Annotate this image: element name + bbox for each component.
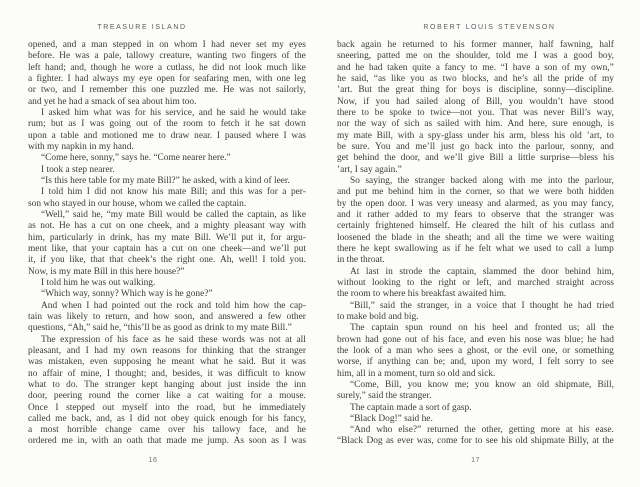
text-line: a fighter. I had always my eye open for seafaring men, with one leg — [28, 73, 306, 84]
text-line: it, if you like, that that cheek’s the right one. Ah, well! I told you. — [28, 255, 306, 266]
text-line: called me back, and, as I did not obey quick enough for his fancy, — [28, 413, 306, 424]
text-line: him, particularly in drink, has my mate Bill. We’ll put it, for argu- — [28, 232, 306, 243]
text-line: loosened the blade in the sheath; and all the time we were waiting — [337, 232, 614, 243]
text-line: to make bold and big. — [337, 311, 419, 322]
text-line: be sure. You and me’ll just go back into the parlour, sonny, and — [337, 141, 614, 152]
text-line: or two, and I remember this one puzzled me. He was not sailorly, — [28, 85, 306, 96]
text-line: “Come here, sonny,” says he. “Come nearer here.” — [41, 153, 231, 164]
text-line: questions, “Ah,” said he, “this’ll be as good as drink to my mate Bill.” — [28, 323, 292, 334]
text-line: I told him I did not know his mate Bill; and this was for a per- — [41, 187, 306, 198]
text-line: and put me behind him in the corner, so that we were both hidden — [337, 187, 614, 198]
text-line: ordered me in, with an oath that made me jump. As soon as I was — [28, 436, 306, 447]
text-line: there he kept swallowing as if he felt what we used to call a lump — [337, 243, 614, 254]
text-line: Once I stepped out myself into the road, but he immediately — [28, 402, 306, 413]
text-line: rum; but as I was going out of the room to fetch it he sat down — [28, 119, 306, 130]
text-line: Now, is my mate Bill in this here house?” — [28, 266, 185, 277]
text-line: And when I had pointed out the rock and told him how the cap- — [41, 300, 306, 311]
text-line: upon a table and motioned me to draw near. I paused where I was — [28, 130, 306, 141]
text-line: with my napkin in my hand. — [28, 141, 134, 152]
text-line: opened, and a man stepped in on whom I had never set my eyes — [28, 40, 306, 50]
text-line: a most horrible change came over his tallowy face, and he — [28, 425, 306, 436]
text-line: Now, if you had sailed along of Bill, you wouldn’t have stood — [337, 96, 614, 107]
text-line: sneering, patted me on the shoulder, told me I was a good boy, — [337, 51, 614, 62]
text-line: “Is this here table for my mate Bill?” he asked, with a kind of leer. — [41, 175, 290, 186]
page-right-text — [337, 40, 614, 448]
text-line: was mistaken, even supposing he meant what he said. But it was — [28, 357, 306, 368]
text-line: The captain made a sort of gasp. — [350, 402, 472, 413]
text-line: worse, if anything can be; and, upon my word, I felt sorry to see — [337, 357, 614, 368]
text-line: and it rather added to my fears to observe that the stranger was — [337, 209, 614, 220]
text-line: ’art. But the great thing for boys is discipline, sonny—discipline. — [337, 85, 614, 96]
paragraph — [28, 108, 306, 153]
text-line: brown had gone out of his face, and even his nose was blue; he had — [337, 334, 614, 345]
text-line: I asked him what was for his service, and he said he would take — [41, 107, 306, 118]
text-line: “Black Dog!” said he. — [350, 413, 433, 424]
running-header-right: ROBERT LOUIS STEVENSON — [423, 24, 556, 31]
text-line: no affair of mine, I thought; and, besides, it was difficult to know — [28, 368, 306, 379]
text-line: “Bill,” said the stranger, in a voice that I thought he had tried — [350, 300, 614, 311]
text-line: ’art, I say again.” — [337, 164, 402, 175]
text-line: what to do. The stranger kept hanging about just inside the inn — [28, 379, 306, 390]
paragraph — [28, 187, 306, 210]
paragraph — [337, 40, 614, 176]
text-line: get behind the door, and we’ll give Bill a little surprise—bless his — [337, 153, 614, 164]
paragraph — [28, 210, 306, 278]
text-line: son who stayed in our house, whom we called the captain. — [28, 198, 247, 209]
text-line: pleasant, and I had my own reasons for thinking that the stranger — [28, 345, 306, 356]
paragraph — [337, 403, 614, 414]
text-line: “And who else?” returned the other, getting more at his ease. — [350, 425, 614, 436]
text-line: him, all in a moment, turn so old and sick. — [337, 368, 496, 379]
paragraph — [28, 278, 306, 289]
text-line: So saying, the stranger backed along with me into the parlour, — [350, 175, 614, 186]
paragraph — [337, 414, 614, 425]
text-line: he said, “as like you as two blocks, and he’s all the pride of my — [337, 73, 614, 84]
page-number-left: 16 — [148, 457, 158, 464]
paragraph — [28, 335, 306, 448]
page-number-right: 17 — [471, 457, 480, 464]
paragraph — [28, 153, 306, 164]
paragraph — [337, 323, 614, 380]
text-line: certainly frightened himself. He cleared the hilt of his cutlass and — [337, 221, 614, 232]
text-line: At last in strode the captain, slammed the door behind him, — [350, 266, 614, 277]
paragraph — [28, 301, 306, 335]
text-line: before. He was a pale, tallowy creature, wanting two fingers of the — [28, 51, 306, 62]
text-line: door, peering round the corner like a cat waiting for a mouse. — [28, 391, 306, 402]
text-line: my mate Bill, with a spy-glass under his arm, bless his old ’art, to — [337, 130, 614, 141]
text-line: left hand; and, though he wore a cutlass, he did not look much like — [28, 62, 306, 73]
paragraph — [28, 165, 306, 176]
paragraph — [28, 40, 306, 108]
text-line: without looking to the right or left, and marched straight across — [337, 277, 614, 288]
text-line: as not. He has a cut on one cheek, and a mighty pleasant way with — [28, 221, 306, 232]
text-line: back again he returned to his former manner, half fawning, half — [337, 40, 614, 50]
paragraph — [337, 176, 614, 267]
text-line: and yet he had a smack of sea about him too. — [28, 96, 197, 107]
paragraph — [337, 380, 614, 403]
text-line: the look of a man who sees a ghost, or the evil one, or something — [337, 345, 614, 356]
text-line: by the open door. I was very uneasy and alarmed, as you may fancy, — [337, 198, 614, 209]
text-line: I told him he was out walking. — [41, 277, 156, 288]
text-line: and he had taken quite a fancy to me. “I have a son of my own,” — [337, 62, 614, 73]
text-line: The captain spun round on his heel and fronted us; all the — [350, 323, 614, 334]
text-line: I took a step nearer. — [41, 164, 115, 175]
text-line: surely,” said the stranger. — [337, 391, 432, 402]
paragraph — [28, 176, 306, 187]
running-header-left: TREASURE ISLAND — [97, 24, 187, 31]
paragraph — [337, 425, 614, 448]
text-line: nor the way of sich as sailed with him. And here, sure enough, is — [337, 119, 614, 130]
text-line: ment like, that your captain has a cut on one cheek—and we’ll put — [28, 243, 306, 254]
text-line: tain was likely to return, and how soon, and answered a few other — [28, 311, 306, 322]
text-line: “Which way, sonny? Which way is he gone?” — [41, 289, 213, 300]
text-line: there to be spoke to twice—not you. That was never Bill’s way, — [337, 107, 614, 118]
text-line: The expression of his face as he said these words was not at all — [41, 334, 306, 345]
paragraph — [337, 267, 614, 301]
text-line: “Come, Bill, you know me; you know an old shipmate, Bill, — [350, 379, 614, 390]
paragraph — [28, 289, 306, 300]
text-line: “Well,” said he, “my mate Bill would be called the captain, as like — [41, 209, 306, 220]
text-line: “Black Dog as ever was, come for to see his old shipmate Billy, at the — [337, 436, 614, 447]
text-line: in the throat. — [337, 255, 385, 266]
paragraph — [337, 301, 614, 324]
text-line: the room to where his breakfast awaited him. — [337, 289, 507, 300]
page-left-text — [28, 40, 306, 448]
